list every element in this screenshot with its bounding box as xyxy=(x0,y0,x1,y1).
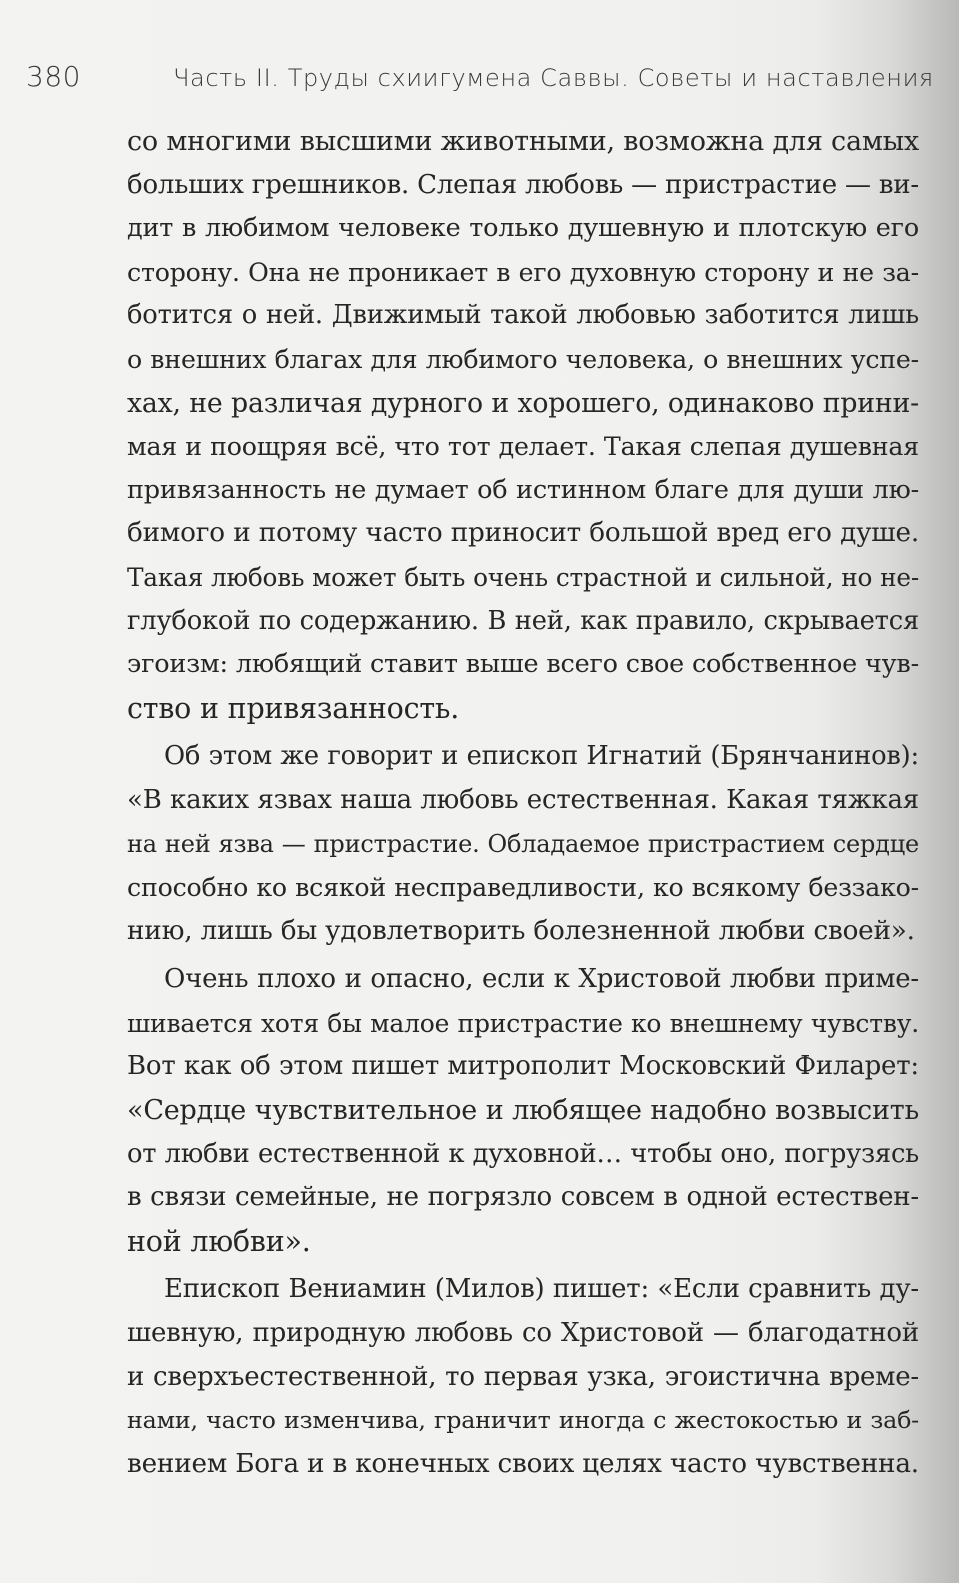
text-line: ной любви». xyxy=(127,1224,311,1258)
text-line: со многими высшими животными, возможна для самых xyxy=(127,126,919,157)
text-line: сторону. Она не проникает в его духовную сторону и не за- xyxy=(127,257,919,287)
text-line: от любви естественной к духовной… чтобы оно, погрузясь xyxy=(127,1138,919,1169)
section-title: Часть II. Труды схиигумена Саввы. Советы и наставления xyxy=(173,64,934,92)
paragraph xyxy=(127,120,919,730)
text-line: Очень плохо и опасно, если к Христовой любви приме- xyxy=(164,964,919,995)
text-line: привязанность не думает об истинном благе для души лю- xyxy=(127,474,919,505)
text-line: нами, часто изменчива, граничит иногда с жестокостью и заб- xyxy=(127,1406,919,1435)
text-line: нию, лишь бы удовлетворить болезненной любви своей». xyxy=(127,915,915,946)
text-line: глубокой по содержанию. В ней, как правило, скрывается xyxy=(127,605,919,636)
text-line: «В каких язвах наша любовь естественная. Какая тяжкая xyxy=(127,784,919,815)
text-line: Епископ Вениамин (Милов) пишет: «Если сравнить ду- xyxy=(164,1274,919,1305)
text-line: способно ко всякой несправедливости, ко всякому беззако- xyxy=(127,873,919,903)
text-line: бимого и потому часто приносит большой вред его душе. xyxy=(127,518,919,549)
text-line: о внешних благах для любимого человека, о внешних успе- xyxy=(127,344,919,374)
text-line: ство и привязанность. xyxy=(127,691,460,725)
text-line: вением Бога и в конечных своих целях часто чувственна. xyxy=(127,1448,919,1479)
text-line: шевную, природную любовь со Христовой — благодатной xyxy=(127,1318,919,1349)
paragraph xyxy=(127,1268,919,1486)
body-text xyxy=(127,120,919,1486)
paragraph xyxy=(127,958,919,1263)
text-line: эгоизм: любящий ставит выше всего свое собственное чув- xyxy=(127,649,919,680)
text-line: ботится о ней. Движимый такой любовью заботится лишь xyxy=(127,300,919,331)
text-line: в связи семейные, не погрязло совсем в одной естествен- xyxy=(127,1182,919,1213)
text-line: дит в любимом человеке только душевную и плотскую его xyxy=(127,213,919,244)
text-line: шивается хотя бы малое пристрастие ко внешнему чувству. xyxy=(127,1008,919,1038)
text-line: больших грешников. Слепая любовь — пристрастие — ви- xyxy=(127,169,919,200)
text-line: «Сердце чувствительное и любящее надобно возвысить xyxy=(127,1095,919,1127)
text-line: Об этом же говорит и епископ Игнатий (Брянчанинов): xyxy=(164,741,919,772)
paragraph xyxy=(127,735,919,953)
running-header xyxy=(26,60,934,100)
text-line: Вот как об этом пишет митрополит Московский Филарет: xyxy=(127,1051,919,1082)
page-number: 380 xyxy=(26,60,81,93)
text-line: на ней язва — пристрастие. Обладаемое пристрастием сердце xyxy=(127,829,919,858)
text-line: мая и поощряя всё, что тот делает. Такая слепая душевная xyxy=(127,432,919,462)
text-line: хах, не различая дурного и хорошего, одинаково прини- xyxy=(127,387,919,419)
text-line: Такая любовь может быть очень страстной и сильной, но не- xyxy=(127,562,919,592)
text-line: и сверхъестественной, то первая узка, эгоистична време- xyxy=(127,1361,919,1392)
